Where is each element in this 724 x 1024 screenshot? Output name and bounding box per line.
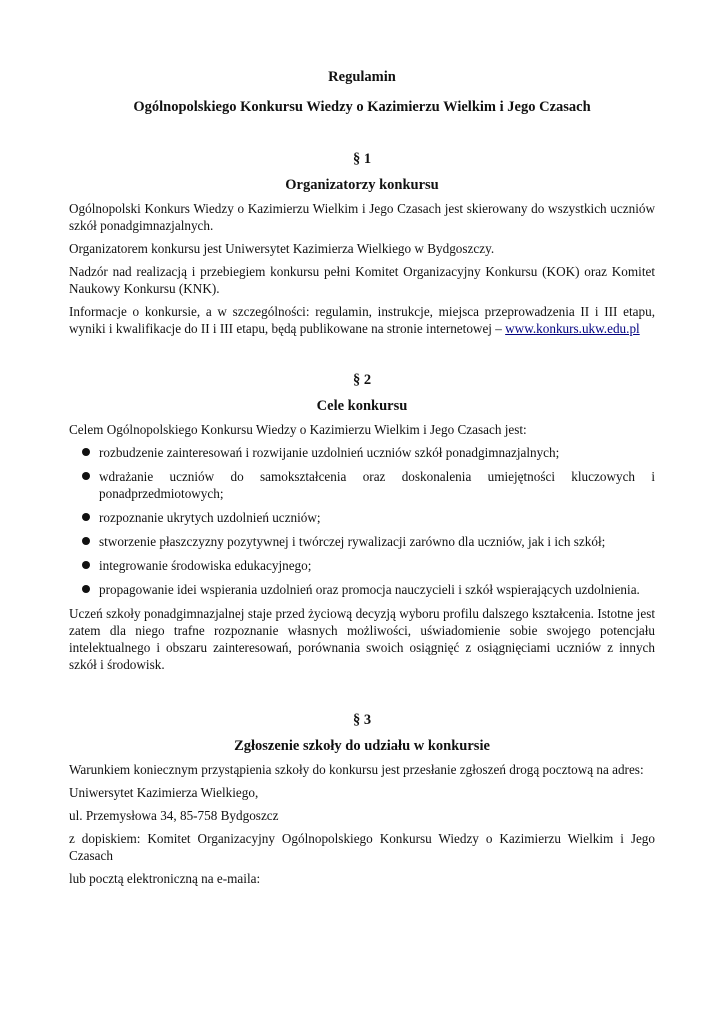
list-item bbox=[69, 468, 655, 502]
bullet-icon bbox=[82, 472, 90, 480]
document-subtitle: Ogólnopolskiego Konkursu Wiedzy o Kazimierzu Wielkim i Jego Czasach bbox=[133, 99, 591, 115]
section-2-closing: Uczeń szkoły ponadgimnazjalnej staje przed życiową decyzją wyboru profilu dalszego kształcenia. Istotne jest zatem dla niego trafne rozpoznanie własnych możliwości, uświadomienie sobie swojego potencjału intelektualnego i obszaru zainteresowań, porównania swoich osiągnięć z osiągnięciami uczniów z innych szkół i środowisk. bbox=[69, 606, 655, 672]
bullet-icon bbox=[82, 561, 90, 569]
list-item bbox=[69, 581, 655, 598]
section-3-number: § 3 bbox=[352, 712, 372, 728]
section-3-address-line-2: ul. Przemysłowa 34, 85-758 Bydgoszcz bbox=[69, 808, 279, 823]
section-2-intro: Celem Ogólnopolskiego Konkursu Wiedzy o Kazimierzu Wielkim i Jego Czasach jest: bbox=[69, 422, 527, 437]
list-item bbox=[69, 557, 655, 574]
section-3-address-line-1: Uniwersytet Kazimierza Wielkiego, bbox=[69, 785, 259, 800]
section-1-paragraph-4-text: Informacje o konkursie, a w szczególności: regulamin, instrukcje, miejsca przeprowadzenia II i III etapu, wyniki i kwalifikacje do II i III etapu, będą publikowane na stronie internetowej – bbox=[69, 304, 655, 336]
section-3-paragraph-4: z dopiskiem: Komitet Organizacyjny Ogólnopolskiego Konkursu Wiedzy o Kazimierzu Wielkim i Jego Czasach bbox=[69, 831, 655, 863]
section-2-number: § 2 bbox=[352, 372, 372, 388]
list-item bbox=[69, 533, 655, 550]
bullet-icon bbox=[82, 585, 90, 593]
list-item bbox=[69, 509, 655, 526]
section-3 bbox=[69, 711, 655, 887]
section-2 bbox=[69, 371, 655, 673]
goals-list bbox=[69, 444, 655, 598]
section-1-paragraph-3: Nadzór nad realizacją i przebiegiem konkursu pełni Komitet Organizacyjny Konkursu (KOK) oraz Komitet Naukowy Konkursu (KNK). bbox=[69, 264, 655, 296]
list-item-text: rozbudzenie zainteresowań i rozwijanie uzdolnień uczniów szkół ponadgimnazjalnych; bbox=[99, 445, 560, 460]
section-3-paragraph-1: Warunkiem koniecznym przystąpienia szkoły do konkursu jest przesłanie zgłoszeń drogą pocztową na adres: bbox=[69, 762, 644, 777]
list-item-text: wdrażanie uczniów do samokształcenia oraz doskonalenia umiejętności kluczowych i ponadprzedmiotowych; bbox=[99, 469, 655, 501]
section-3-heading: Zgłoszenie szkoły do udziału w konkursie bbox=[234, 738, 490, 754]
list-item-text: propagowanie idei wspierania uzdolnień oraz promocja nauczycieli i szkół wspierających uzdolnienia. bbox=[99, 582, 640, 597]
section-1-heading: Organizatorzy konkursu bbox=[285, 177, 439, 193]
document-title: Regulamin bbox=[328, 69, 396, 85]
list-item-text: integrowanie środowiska edukacyjnego; bbox=[99, 558, 312, 573]
section-3-paragraph-5: lub pocztą elektroniczną na e-maila: bbox=[69, 871, 261, 886]
section-1-paragraph-1: Ogólnopolski Konkurs Wiedzy o Kazimierzu Wielkim i Jego Czasach jest skierowany do wszystkich uczniów szkół ponadgimnazjalnych. bbox=[69, 201, 655, 233]
section-2-heading: Cele konkursu bbox=[316, 398, 408, 414]
bullet-icon bbox=[82, 513, 90, 521]
list-item bbox=[69, 444, 655, 461]
section-1-paragraph-4 bbox=[69, 303, 655, 337]
section-1-number: § 1 bbox=[352, 151, 372, 167]
list-item-text: stworzenie płaszczyzny pozytywnej i twórczej rywalizacji zarówno dla uczniów, jak i ich szkół; bbox=[99, 534, 606, 549]
website-link[interactable]: www.konkurs.ukw.edu.pl bbox=[505, 321, 640, 336]
bullet-icon bbox=[82, 448, 90, 456]
section-1 bbox=[69, 150, 655, 337]
bullet-icon bbox=[82, 537, 90, 545]
list-item-text: rozpoznanie ukrytych uzdolnień uczniów; bbox=[99, 510, 321, 525]
section-1-paragraph-2: Organizatorem konkursu jest Uniwersytet Kazimierza Wielkiego w Bydgoszczy. bbox=[69, 241, 495, 256]
